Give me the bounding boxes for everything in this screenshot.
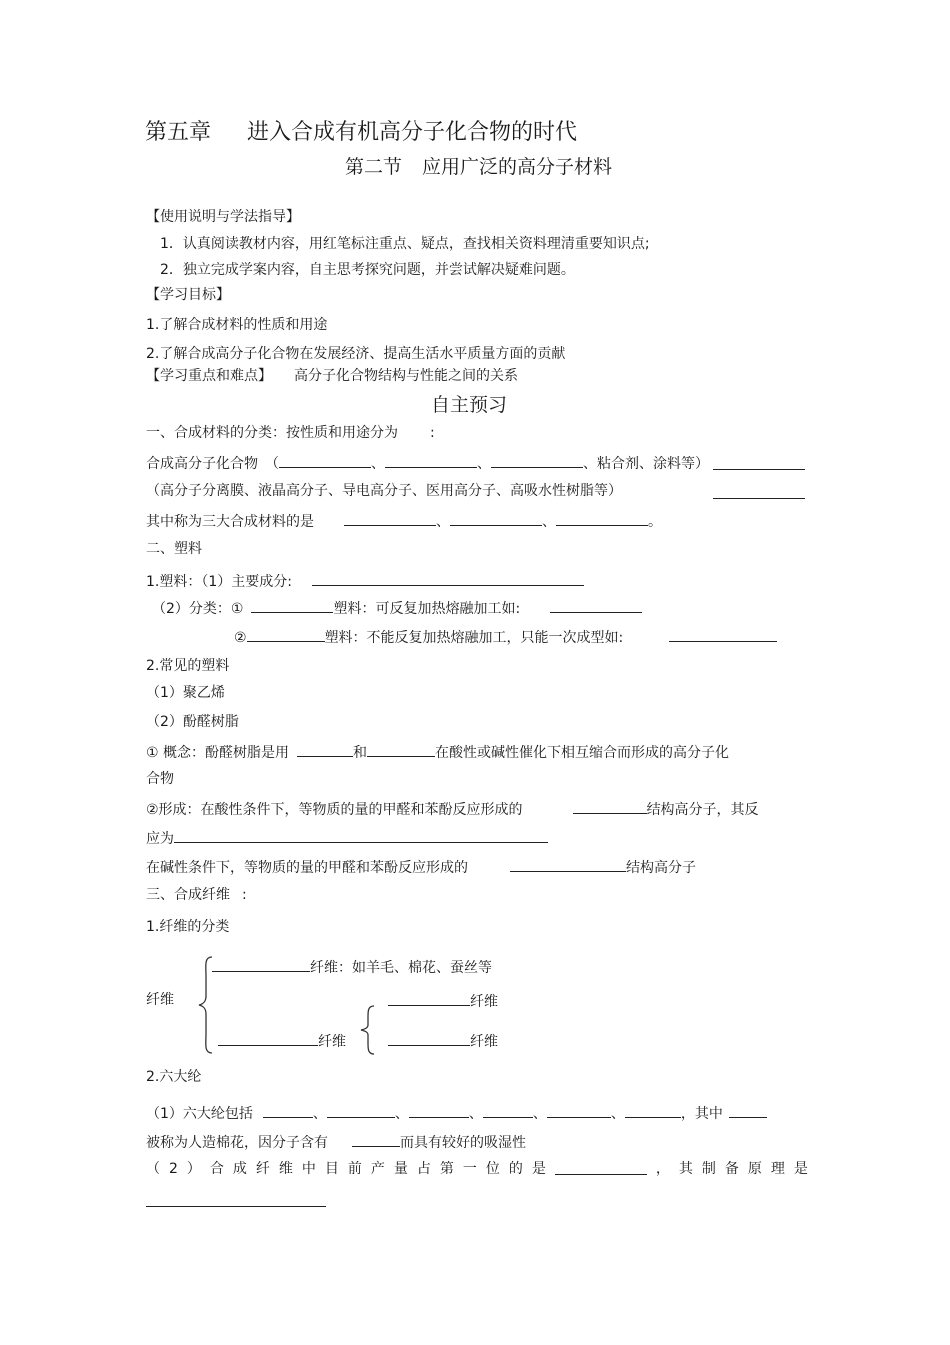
separator: 、 <box>394 1106 409 1122</box>
six-lun-line-1 <box>146 1103 767 1123</box>
s3-title-line <box>146 886 247 904</box>
s3-title: 三、合成纤维 <box>146 887 230 903</box>
f5-char: （ <box>146 1161 160 1177</box>
f3-tail: ，其中 <box>680 1106 723 1122</box>
six-lun-title: 2.六大纶 <box>146 1069 202 1085</box>
answer-blank[interactable] <box>713 455 805 470</box>
f5-char: 合 <box>209 1161 224 1177</box>
separator: 、 <box>532 1106 547 1122</box>
f5-char: 备 <box>724 1161 739 1177</box>
chapter-label: 第五章 <box>145 120 212 145</box>
p8-reaction-label: 应为 <box>146 831 174 847</box>
answer-blank[interactable] <box>279 453 371 468</box>
f5-char: 理 <box>770 1161 785 1177</box>
p7-lead: ① 概念：酚醛树脂是用 <box>146 745 290 761</box>
s1-title: 一、合成材料的分类：按性质和用途分为 <box>146 425 398 441</box>
answer-blank[interactable] <box>729 1103 767 1118</box>
p3-lead: ② <box>234 630 247 646</box>
instruction-item-2: 2．独立完成学案内容，自主思考探究问题，并尝试解决疑难问题。 <box>160 262 575 278</box>
f5-char: 原 <box>747 1161 762 1177</box>
plastic-common: 2.常见的塑料 <box>146 658 230 674</box>
p8-text: 结构高分子，其反 <box>646 802 759 818</box>
fiber-chem-text: 纤维 <box>318 1034 346 1050</box>
answer-blank[interactable] <box>251 598 333 613</box>
section-heading <box>345 155 612 179</box>
answer-blank[interactable] <box>146 1192 326 1207</box>
answer-blank[interactable] <box>491 453 583 468</box>
f5-char: 位 <box>485 1161 500 1177</box>
f5-comma: ， <box>655 1161 670 1177</box>
f4-lead: 被称为人造棉花，因分子含有 <box>146 1135 328 1151</box>
answer-blank[interactable] <box>312 571 584 586</box>
answer-blank[interactable] <box>555 1160 647 1175</box>
answer-blank[interactable] <box>573 799 647 814</box>
s1-title-line <box>146 424 435 442</box>
separator: 、 <box>436 514 450 530</box>
answer-blank[interactable] <box>510 857 626 872</box>
answer-blank[interactable] <box>388 991 470 1006</box>
goals-heading: 【学习目标】 <box>146 287 230 303</box>
section-label: 第二节 <box>345 156 403 178</box>
f5-char: 纤 <box>255 1161 270 1177</box>
answer-blank[interactable] <box>669 627 777 642</box>
f5-char: 量 <box>393 1161 408 1177</box>
f5-char: 其 <box>678 1161 693 1177</box>
p2-lead: （2）分类：① <box>152 601 244 617</box>
focus-line <box>146 367 518 385</box>
six-lun-line-2 <box>146 1132 526 1152</box>
answer-blank[interactable] <box>625 1103 681 1118</box>
answer-blank[interactable] <box>713 484 805 499</box>
f5-char: 产 <box>370 1161 385 1177</box>
separator: 、 <box>371 456 385 472</box>
fiber-sub-1-line <box>388 991 498 1011</box>
f5-char: 中 <box>301 1161 316 1177</box>
separator: 、 <box>610 1106 625 1122</box>
p8-lead: ②形成：在酸性条件下，等物质的量的甲醛和苯酚反应形成的 <box>146 802 523 818</box>
s1-colon: : <box>430 425 435 441</box>
s1-line-3: （高分子分离膜、液晶高分子、导电高分子、医用高分子、高吸水性树脂等） <box>146 483 622 499</box>
goal-item-1: 1.了解合成材料的性质和用途 <box>146 317 328 333</box>
s1-line-4 <box>146 511 662 531</box>
fiber-sub-2-text: 纤维 <box>470 1034 498 1050</box>
instructions-heading: 【使用说明与学法指导】 <box>146 209 300 225</box>
f5-char: 占 <box>416 1161 431 1177</box>
f5-char: ） <box>186 1161 201 1177</box>
separator: 、 <box>542 514 556 530</box>
p7-and: 和 <box>353 745 368 761</box>
p2-text: 塑料：可反复加热熔融加工如: <box>333 601 521 617</box>
focus-text: 高分子化合物结构与性能之间的关系 <box>294 368 518 384</box>
answer-blank[interactable] <box>450 511 542 526</box>
preview-title: 自主预习 <box>431 394 508 416</box>
plastic-phenolic: （2）酚醛树脂 <box>146 714 239 730</box>
s2-title: 二、塑料 <box>146 541 202 557</box>
plastic-line-3 <box>234 627 777 647</box>
p7-text: 在酸性或碱性催化下相互缩合而形成的高分子化 <box>435 745 730 761</box>
plastic-line-1 <box>146 571 584 591</box>
p3-text: 塑料：不能反复加热熔融加工，只能一次成型如: <box>324 630 624 646</box>
chapter-title: 进入合成有机高分子化合物的时代 <box>247 120 578 145</box>
p1-text: 1.塑料：（1）主要成分: <box>146 574 292 590</box>
fiber-chem-line <box>218 1031 346 1051</box>
line2-lead: 合成高分子化合物 （ <box>146 456 279 472</box>
phenolic-basic <box>146 857 696 877</box>
fiber-natural-line <box>212 957 492 977</box>
f5-char: 维 <box>278 1161 293 1177</box>
f5-char: 制 <box>701 1161 716 1177</box>
p9-lead: 在碱性条件下，等物质的量的甲醛和苯酚反应形成的 <box>146 860 468 876</box>
f5-char: 第 <box>439 1161 454 1177</box>
phenolic-concept-cont: 合物 <box>146 771 174 787</box>
chapter-heading <box>145 119 577 147</box>
answer-blank[interactable] <box>174 828 548 843</box>
line2-tail: 、粘合剂、涂料等） <box>583 456 709 472</box>
line4-text: 其中称为三大合成材料的是 <box>146 514 314 530</box>
separator: 、 <box>312 1106 327 1122</box>
period: 。 <box>648 514 662 530</box>
phenolic-formation <box>146 799 759 819</box>
answer-blank[interactable] <box>352 1132 400 1147</box>
answer-blank[interactable] <box>388 1031 470 1046</box>
brace-inner-icon <box>360 1005 376 1055</box>
answer-blank[interactable] <box>327 1103 395 1118</box>
phenolic-reaction <box>146 828 548 848</box>
f5-char: 目 <box>324 1161 339 1177</box>
f5-char: 2 <box>169 1161 178 1177</box>
answer-blank[interactable] <box>212 957 310 972</box>
answer-blank[interactable] <box>409 1103 469 1118</box>
s1-line-2 <box>146 453 709 473</box>
f5-char: 的 <box>508 1161 523 1177</box>
f5-char: 一 <box>462 1161 477 1177</box>
f5-char: 是 <box>531 1161 546 1177</box>
answer-blank[interactable] <box>547 1103 611 1118</box>
answer-blank[interactable] <box>483 1103 533 1118</box>
fiber-root: 纤维 <box>146 992 174 1008</box>
answer-blank[interactable] <box>247 627 325 642</box>
p9-text: 结构高分子 <box>626 860 696 876</box>
six-lun-line-3 <box>146 1160 808 1178</box>
answer-blank[interactable] <box>385 453 477 468</box>
fiber-sub-2-line <box>388 1031 498 1051</box>
fiber-natural-text: 纤维：如羊毛、棉花、蚕丝等 <box>310 960 492 976</box>
f5-char: 前 <box>347 1161 362 1177</box>
focus-heading: 【学习重点和难点】 <box>146 368 272 384</box>
s3-colon: : <box>242 887 247 903</box>
fiber-sub-1-text: 纤维 <box>470 994 498 1010</box>
answer-blank[interactable] <box>550 598 642 613</box>
instruction-item-1: 1．认真阅读教材内容，用红笔标注重点、疑点，查找相关资料理清重要知识点; <box>160 236 650 252</box>
answer-blank[interactable] <box>556 511 648 526</box>
plastic-line-2 <box>152 598 642 618</box>
answer-blank[interactable] <box>367 742 435 757</box>
section-title: 应用广泛的高分子材料 <box>422 156 613 178</box>
f5-char: 成 <box>232 1161 247 1177</box>
plastic-pe: （1）聚乙烯 <box>146 685 225 701</box>
f5-char: 是 <box>793 1161 808 1177</box>
goal-item-2: 2.了解合成高分子化合物在发展经济、提高生活水平质量方面的贡献 <box>146 346 566 362</box>
fiber-classification-title: 1.纤维的分类 <box>146 919 230 935</box>
answer-blank[interactable] <box>218 1031 318 1046</box>
separator: 、 <box>477 456 491 472</box>
separator: 、 <box>468 1106 483 1122</box>
f3-lead: （1）六大纶包括 <box>146 1106 253 1122</box>
answer-blank[interactable] <box>344 511 436 526</box>
phenolic-concept <box>146 742 729 762</box>
answer-blank[interactable] <box>263 1103 313 1118</box>
f4-tail: 而具有较好的吸湿性 <box>400 1135 526 1151</box>
answer-blank[interactable] <box>297 742 353 757</box>
